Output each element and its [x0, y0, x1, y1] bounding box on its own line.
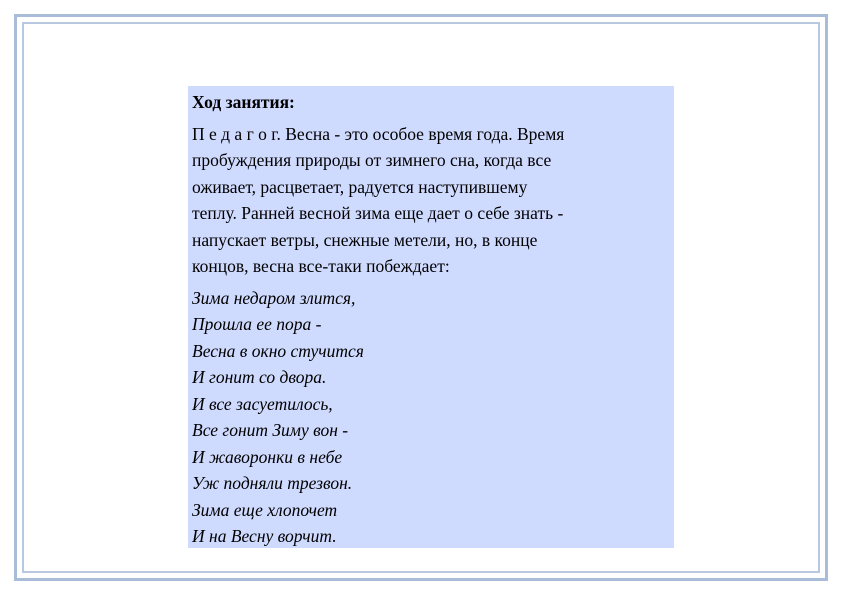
paragraph-line: оживает, расцветает, радуется наступившему — [192, 176, 528, 197]
poem-line: И все засуетилось, — [192, 393, 333, 414]
teacher-paragraph — [192, 121, 670, 280]
poem — [192, 285, 670, 550]
paragraph-line: концов, весна все-таки побеждает: — [192, 256, 450, 276]
paragraph-line: теплу. Ранней весной зима еще дает о себе знать - — [192, 203, 564, 223]
lesson-text-box — [188, 86, 674, 548]
poem-line: Зима недаром злится, — [192, 287, 356, 308]
poem-line: И гонит со двора. — [192, 367, 327, 387]
poem-line: И на Весну ворчит. — [192, 526, 337, 546]
poem-line: Уж подняли трезвон. — [192, 473, 353, 493]
poem-line: И жаворонки в небе — [192, 446, 343, 467]
poem-line: Весна в окно стучится — [192, 340, 364, 361]
paragraph-line: пробуждения природы от зимнего сна, когда все — [192, 150, 552, 170]
poem-line: Все гонит Зиму вон - — [192, 420, 349, 440]
lesson-heading: Ход занятия: — [192, 92, 295, 112]
paragraph-line: напускает ветры, снежные метели, но, в конце — [192, 229, 538, 250]
poem-line: Зима еще хлопочет — [192, 499, 338, 520]
poem-line: Прошла ее пора - — [192, 314, 322, 334]
paragraph-line: П е д а г о г. Весна - это особое время года. Время — [192, 123, 565, 144]
